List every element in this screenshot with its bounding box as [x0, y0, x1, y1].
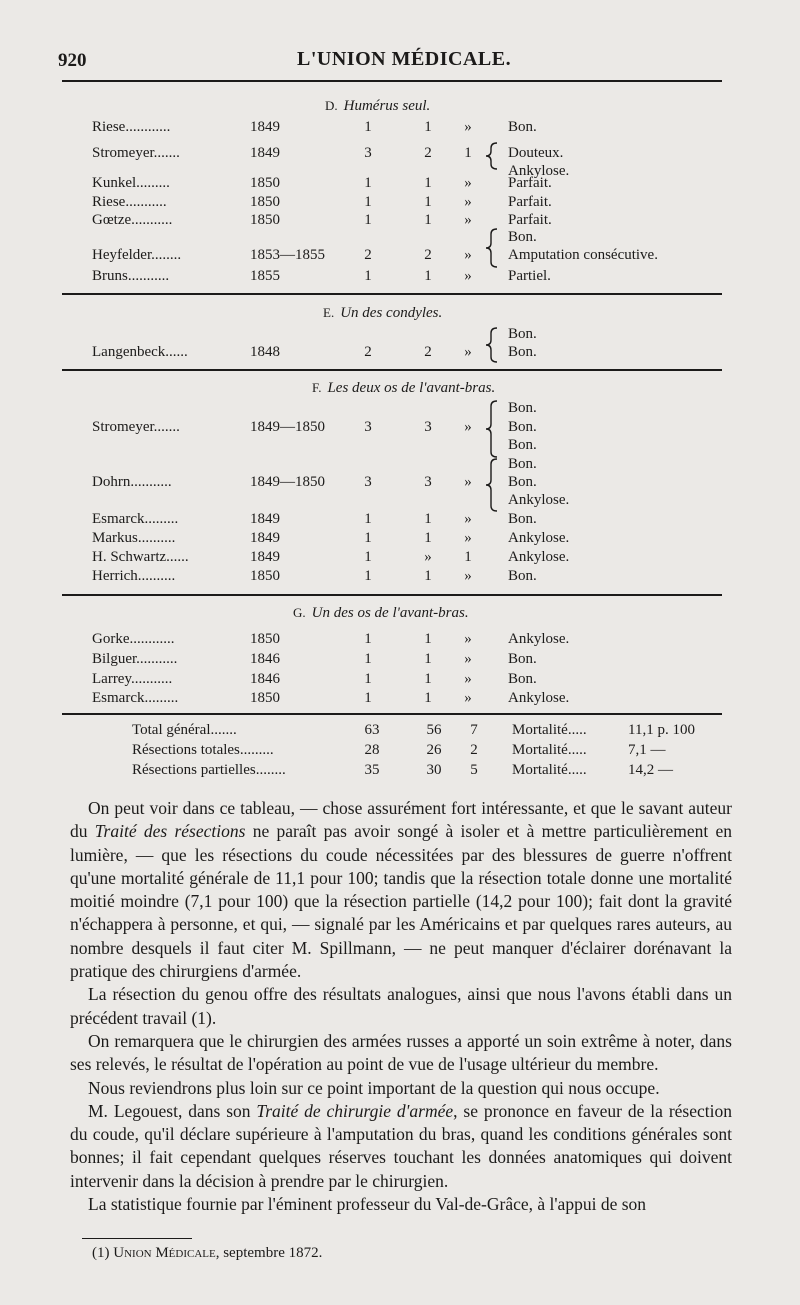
year-cell: 1855: [250, 268, 280, 284]
mortality-label: Mortalité.....: [512, 762, 587, 778]
total-cases: 63: [364, 722, 380, 738]
paragraph: La statistique fournie par l'éminent professeur du Val-de-Grâce, à l'appui de son: [88, 1194, 647, 1215]
page-header: [0, 44, 800, 74]
author-name: Heyfelder........: [92, 247, 182, 263]
result-cell: Parfait.: [508, 212, 552, 228]
author-name: Larrey...........: [92, 671, 173, 687]
result-cell: Bon.: [508, 419, 537, 435]
cases-cell: 3: [364, 145, 372, 161]
table-row: [0, 456, 800, 476]
table-row: [0, 474, 800, 494]
deaths-cell: »: [464, 474, 472, 490]
brace-icon: [485, 458, 499, 512]
cured-cell: 1: [424, 690, 432, 706]
deaths-cell: »: [464, 419, 472, 435]
author-name: H. Schwartz......: [92, 549, 189, 565]
page-number: 920: [58, 50, 87, 71]
result-cell: Bon.: [508, 326, 537, 342]
total-cured: 56: [426, 722, 442, 738]
totals-label: Total général.......: [132, 722, 237, 738]
paragraph: La résection du genou offre des résultats analogues, ainsi que nous l'avons établi dans un précédent travail (1).: [70, 984, 732, 1028]
year-cell: 1850: [250, 690, 280, 706]
result-cell: Bon.: [508, 511, 537, 527]
section-title-f: F. Les deux os de l'avant-bras.: [312, 380, 496, 396]
cases-cell: 1: [364, 631, 372, 647]
paragraph: M. Legouest, dans son Traité de chirurgie d'armée, se prononce en faveur de la résection du coude, qu'il déclare supérieure à l'amputation du bras, quand les conditions générales sont bonnes; il fait cependant quelques réserves touchant les données anatomiques qui doivent intervenir dans la décision à prendre par le chirurgien.: [70, 1100, 732, 1191]
table-row: [0, 530, 800, 550]
author-name: Langenbeck......: [92, 344, 188, 360]
result-cell: Parfait.: [508, 194, 552, 210]
total-cases: 35: [364, 762, 380, 778]
deaths-cell: »: [464, 651, 472, 667]
deaths-cell: »: [464, 268, 472, 284]
table-row: [0, 690, 800, 710]
deaths-cell: »: [464, 631, 472, 647]
result-cell: Bon.: [508, 344, 537, 360]
totals-label: Résections totales.........: [132, 742, 274, 758]
cases-cell: 1: [364, 690, 372, 706]
table-row: [0, 651, 800, 671]
result-cell: Partiel.: [508, 268, 551, 284]
cured-cell: 1: [424, 530, 432, 546]
totals-label: Résections partielles........: [132, 762, 286, 778]
result-cell: Amputation consécutive.: [508, 247, 658, 263]
cases-cell: 1: [364, 530, 372, 546]
cases-cell: 1: [364, 651, 372, 667]
section-title-g: G. Un des os de l'avant-bras.: [293, 605, 469, 621]
result-cell: Ankylose.: [508, 631, 570, 647]
running-title: L'UNION MÉDICALE.: [297, 48, 512, 70]
year-cell: 1850: [250, 631, 280, 647]
deaths-cell: »: [464, 212, 472, 228]
deaths-cell: »: [464, 175, 472, 191]
year-cell: 1848: [250, 344, 280, 360]
section-rule: [62, 293, 722, 295]
cases-cell: 1: [364, 119, 372, 135]
table-row: [0, 419, 800, 439]
cured-cell: 1: [424, 631, 432, 647]
year-cell: 1850: [250, 568, 280, 584]
table-row: [0, 344, 800, 364]
author-name: Stromeyer.......: [92, 145, 180, 161]
author-name: Riese...........: [92, 194, 167, 210]
result-cell: Ankylose.: [508, 549, 570, 565]
result-cell: Bon.: [508, 671, 537, 687]
result-cell: Ankylose.: [508, 163, 570, 179]
cured-cell: 2: [424, 145, 432, 161]
deaths-cell: »: [464, 671, 472, 687]
total-cured: 26: [426, 742, 442, 758]
cases-cell: 1: [364, 268, 372, 284]
deaths-cell: »: [464, 194, 472, 210]
cases-cell: 1: [364, 175, 372, 191]
deaths-cell: »: [464, 511, 472, 527]
year-cell: 1853—1855: [250, 247, 325, 263]
deaths-cell: 1: [464, 145, 472, 161]
year-cell: 1849—1850: [250, 419, 325, 435]
table-row: [0, 326, 800, 346]
author-name: Markus..........: [92, 530, 176, 546]
year-cell: 1850: [250, 212, 280, 228]
cases-cell: 1: [364, 568, 372, 584]
year-cell: 1846: [250, 651, 280, 667]
table-row: [0, 194, 800, 214]
cured-cell: 2: [424, 247, 432, 263]
cured-cell: 1: [424, 671, 432, 687]
author-name: Bilguer...........: [92, 651, 178, 667]
cured-cell: 3: [424, 474, 432, 490]
paragraph: Nous reviendrons plus loin sur ce point important de la question qui nous occupe.: [88, 1077, 660, 1098]
deaths-cell: »: [464, 568, 472, 584]
cured-cell: 1: [424, 568, 432, 584]
author-name: Esmarck.........: [92, 690, 179, 706]
deaths-cell: »: [464, 690, 472, 706]
mortality-value: 7,1 —: [628, 742, 666, 758]
year-cell: 1849: [250, 119, 280, 135]
cured-cell: 1: [424, 175, 432, 191]
mortality-label: Mortalité.....: [512, 722, 587, 738]
mortality-value: 14,2 —: [628, 762, 673, 778]
brace-icon: [485, 327, 499, 363]
author-name: Herrich..........: [92, 568, 176, 584]
totals-row: [0, 722, 800, 742]
total-cases: 28: [364, 742, 380, 758]
cured-cell: 1: [424, 268, 432, 284]
deaths-cell: »: [464, 344, 472, 360]
result-cell: Ankylose.: [508, 690, 570, 706]
totals-row: [0, 762, 800, 782]
section-title-d: D. Humérus seul.: [325, 98, 431, 114]
year-cell: 1849: [250, 511, 280, 527]
brace-icon: [485, 228, 499, 268]
author-name: Kunkel.........: [92, 175, 170, 191]
footnote-rule: [82, 1238, 192, 1239]
cured-cell: 2: [424, 344, 432, 360]
year-cell: 1849: [250, 549, 280, 565]
table-row: [0, 175, 800, 195]
result-cell: Bon.: [508, 437, 537, 453]
deaths-cell: »: [464, 119, 472, 135]
table-row: [0, 119, 800, 139]
total-deaths: 5: [470, 762, 478, 778]
brace-icon: [485, 400, 499, 458]
cured-cell: 1: [424, 511, 432, 527]
author-name: Stromeyer.......: [92, 419, 180, 435]
table-row: [0, 511, 800, 531]
result-cell: Douteux.: [508, 145, 564, 161]
author-name: Dohrn...........: [92, 474, 172, 490]
author-name: Riese............: [92, 119, 171, 135]
cases-cell: 3: [364, 419, 372, 435]
mortality-value: 11,1 p. 100: [628, 722, 695, 738]
table-row: [0, 400, 800, 420]
cured-cell: 1: [424, 212, 432, 228]
section-rule: [62, 369, 722, 371]
header-rule: [62, 80, 722, 82]
result-cell: Bon.: [508, 651, 537, 667]
result-cell: Ankylose.: [508, 530, 570, 546]
cured-cell: 1: [424, 651, 432, 667]
result-cell: Bon.: [508, 474, 537, 490]
cases-cell: 1: [364, 194, 372, 210]
author-name: Gorke............: [92, 631, 175, 647]
body-text: [70, 797, 732, 1216]
result-cell: Ankylose.: [508, 492, 570, 508]
section-title-e: E. Un des condyles.: [323, 305, 443, 321]
table-row: [0, 549, 800, 569]
table-row: [0, 247, 800, 267]
table-row: [0, 568, 800, 588]
cases-cell: 2: [364, 344, 372, 360]
cases-cell: 2: [364, 247, 372, 263]
cases-cell: 3: [364, 474, 372, 490]
result-cell: Bon.: [508, 119, 537, 135]
deaths-cell: »: [464, 530, 472, 546]
table-row: [0, 492, 800, 512]
table-row: [0, 631, 800, 651]
author-name: Gœtze...........: [92, 212, 173, 228]
paragraph: On peut voir dans ce tableau, — chose assurément fort intéressante, et que le savant auteur du Traité des résections ne paraît pas avoir songé à isoler et à mettre particulièrement en lumière, — que les résections du coude nécessitées par des blessures de guerre n'offrent qu'une mortalité générale de 11,1 pour 100; tandis que la résection totale donne une mortalité moitié moindre (7,1 pour 100) que la résection partielle (14,2 pour 100); fait dont la gravité n'échappera à personne, et qui, — signalé par les Américains et par quelques rares auteurs, au nombre desquels il faut citer M. Spillmann, — ne peut manquer d'éclairer dorénavant la pratique des chirurgiens d'armée.: [70, 798, 733, 982]
deaths-cell: »: [464, 247, 472, 263]
table-row: [0, 268, 800, 288]
result-cell: Bon.: [508, 400, 537, 416]
result-cell: Bon.: [508, 568, 537, 584]
total-deaths: 7: [470, 722, 478, 738]
cases-cell: 1: [364, 212, 372, 228]
mortality-label: Mortalité.....: [512, 742, 587, 758]
result-cell: Bon.: [508, 456, 537, 472]
cases-cell: 1: [364, 671, 372, 687]
table-row: [0, 229, 800, 249]
year-cell: 1849: [250, 145, 280, 161]
year-cell: 1846: [250, 671, 280, 687]
year-cell: 1850: [250, 194, 280, 210]
brace-icon: [485, 142, 499, 170]
deaths-cell: 1: [464, 549, 472, 565]
table-row: [0, 437, 800, 457]
total-deaths: 2: [470, 742, 478, 758]
cured-cell: 1: [424, 119, 432, 135]
table-row: [0, 671, 800, 691]
cured-cell: »: [424, 549, 432, 565]
totals-rule: [62, 713, 722, 715]
section-rule: [62, 594, 722, 596]
year-cell: 1849: [250, 530, 280, 546]
cases-cell: 1: [364, 511, 372, 527]
total-cured: 30: [426, 762, 442, 778]
totals-row: [0, 742, 800, 762]
author-name: Bruns...........: [92, 268, 170, 284]
cured-cell: 3: [424, 419, 432, 435]
result-cell: Parfait.: [508, 175, 552, 191]
result-cell: Bon.: [508, 229, 537, 245]
footnote: (1) Union Médicale, septembre 1872.: [92, 1245, 323, 1261]
year-cell: 1849—1850: [250, 474, 325, 490]
cured-cell: 1: [424, 194, 432, 210]
paragraph: On remarquera que le chirurgien des armées russes a apporté un soin extrême à noter, dans ses relevés, le résultat de l'opération au point de vue de l'usage ultérieur du membre.: [70, 1030, 732, 1075]
year-cell: 1850: [250, 175, 280, 191]
author-name: Esmarck.........: [92, 511, 179, 527]
cases-cell: 1: [364, 549, 372, 565]
table-row: [0, 145, 800, 165]
